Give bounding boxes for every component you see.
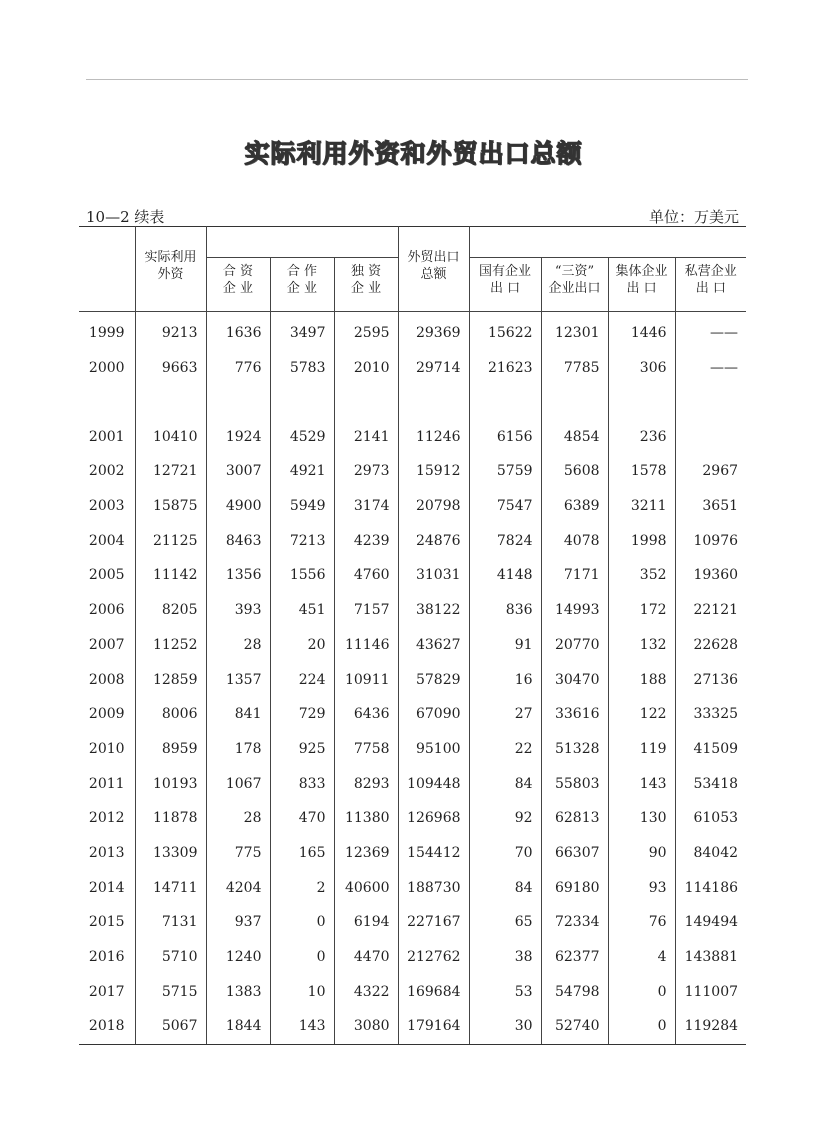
value-cell: 1924 [206,419,270,454]
table-row [79,974,746,1009]
table-row [79,419,746,454]
value-cell: 937 [206,905,270,940]
value-cell: 57829 [398,662,469,697]
value-cell: 62813 [541,801,608,836]
year-cell: 2012 [79,801,135,836]
value-cell: 4078 [541,523,608,558]
value-cell: 1844 [206,1009,270,1044]
value-cell: 10193 [135,766,206,801]
value-cell: 33325 [693,706,739,723]
value-cell: 7171 [541,558,608,593]
value-cell: 5949 [270,489,334,524]
value-cell: 66307 [541,836,608,871]
value-cell: 149494 [684,914,739,931]
value-cell: 2595 [334,312,398,351]
value-cell: 7547 [469,489,541,524]
spacer-row [79,385,746,419]
value-cell: 14993 [541,593,608,628]
table-row [79,523,746,558]
value-cell: 6194 [334,905,398,940]
table-row [79,732,746,767]
value-cell: 775 [206,836,270,871]
value-cell: 0 [608,1009,675,1044]
value-cell: 38122 [398,593,469,628]
value-cell: 4921 [270,454,334,489]
value-cell: 76 [608,905,675,940]
value-cell: 0 [270,905,334,940]
table-body [79,312,746,1045]
value-cell: 729 [270,697,334,732]
value-cell: 53418 [693,775,739,792]
value-cell: 21623 [469,351,541,386]
value-cell: 470 [270,801,334,836]
value-cell: 19360 [693,567,739,584]
value-cell: 8293 [334,766,398,801]
year-cell: 2008 [79,662,135,697]
value-cell: 22 [469,732,541,767]
value-cell: 15875 [135,489,206,524]
value-cell: 4148 [469,558,541,593]
value-cell: 8006 [135,697,206,732]
value-cell: 62377 [541,940,608,975]
value-cell: 4470 [334,940,398,975]
value-cell: 2010 [334,351,398,386]
value-cell: 179164 [398,1009,469,1044]
value-cell: 12859 [135,662,206,697]
value-cell: 30 [469,1009,541,1044]
value-cell: 393 [206,593,270,628]
value-cell: 93 [608,870,675,905]
value-cell: 1446 [608,312,675,351]
value-cell: 3007 [206,454,270,489]
value-cell: 22628 [693,636,739,653]
value-cell: 1578 [608,454,675,489]
value-cell: 11142 [135,558,206,593]
value-cell: 119 [608,732,675,767]
year-cell: 2005 [79,558,135,593]
value-cell: 51328 [541,732,608,767]
value-cell: 1240 [206,940,270,975]
value-cell: 21125 [135,523,206,558]
value-cell: 1998 [608,523,675,558]
year-cell: 2004 [79,523,135,558]
value-cell: 95100 [398,732,469,767]
value-cell: 5710 [135,940,206,975]
value-cell: 2973 [334,454,398,489]
value-cell: 10410 [135,419,206,454]
value-cell: 236 [608,419,675,454]
value-cell: 11252 [135,628,206,663]
year-cell: 2009 [79,697,135,732]
table-row [79,558,746,593]
value-cell: 20770 [541,628,608,663]
year-cell: 2015 [79,905,135,940]
value-cell: 841 [206,697,270,732]
table-row [79,766,746,801]
value-cell: 109448 [398,766,469,801]
value-cell: 4204 [206,870,270,905]
value-cell: 28 [206,628,270,663]
value-cell: 28 [206,801,270,836]
value-cell: 4322 [334,974,398,1009]
value-cell: 3174 [334,489,398,524]
value-cell: 20798 [398,489,469,524]
wfoe-header: 独 资 企 业 [334,258,398,312]
value-cell: 6389 [541,489,608,524]
value-cell: 53 [469,974,541,1009]
value-cell: 352 [608,558,675,593]
year-cell: 2016 [79,940,135,975]
table-row [79,940,746,975]
value-cell: 4529 [270,419,334,454]
value-cell: 122 [608,697,675,732]
value-cell: 143 [270,1009,334,1044]
value-cell: 11246 [398,419,469,454]
year-cell: 2003 [79,489,135,524]
value-cell: 11380 [334,801,398,836]
value-cell: 7785 [541,351,608,386]
year-cell: 1999 [79,312,135,351]
value-cell: 3497 [270,312,334,351]
value-cell: 92 [469,801,541,836]
data-table [79,226,746,1045]
value-cell: 6156 [469,419,541,454]
value-cell: 451 [270,593,334,628]
value-cell: 15622 [469,312,541,351]
value-cell: 5783 [270,351,334,386]
value-cell: —— [710,325,739,342]
value-cell: 2141 [334,419,398,454]
value-cell: 29369 [398,312,469,351]
value-cell: 67090 [398,697,469,732]
value-cell: 0 [270,940,334,975]
value-cell: 143881 [684,949,739,966]
value-cell: 1357 [206,662,270,697]
value-cell: 9663 [135,351,206,386]
value-cell: 61053 [693,810,739,827]
value-cell: 13309 [135,836,206,871]
year-cell: 2014 [79,870,135,905]
value-cell: 12301 [541,312,608,351]
value-cell: 3211 [608,489,675,524]
table-id: 10—2 续表 [86,208,165,226]
fdi-header: 实际利用外资 [135,227,206,312]
value-cell: 90 [608,836,675,871]
value-cell: 10 [270,974,334,1009]
soe-export-header: 国有企业 出 口 [469,258,541,312]
value-cell: 4760 [334,558,398,593]
table-row [79,801,746,836]
export-total-header: 外贸出口总额 [398,227,469,312]
value-cell: 72334 [541,905,608,940]
top-rule [86,79,748,80]
value-cell: 833 [270,766,334,801]
value-cell: 188 [608,662,675,697]
value-cell: 12369 [334,836,398,871]
value-cell: 1383 [206,974,270,1009]
value-cell: 7157 [334,593,398,628]
fdi-subgroup-spacer [206,227,398,258]
table-row [79,836,746,871]
export-subgroup-spacer [469,227,746,258]
value-cell: 6436 [334,697,398,732]
value-cell [675,419,746,454]
value-cell: 154412 [398,836,469,871]
page-title: 实际利用外资和外贸出口总额 [244,139,583,168]
value-cell: 84 [469,766,541,801]
value-cell: 84 [469,870,541,905]
value-cell: 30470 [541,662,608,697]
collective-export-header: 集体企业 出 口 [608,258,675,312]
value-cell: 40600 [334,870,398,905]
value-cell: 14711 [135,870,206,905]
year-cell: 2006 [79,593,135,628]
year-cell: 2018 [79,1009,135,1044]
value-cell: 2967 [702,463,739,480]
value-cell: 8463 [206,523,270,558]
year-cell: 2002 [79,454,135,489]
value-cell: 27136 [693,671,739,688]
value-cell: 91 [469,628,541,663]
value-cell: 7131 [135,905,206,940]
value-cell: 12721 [135,454,206,489]
value-cell: 8205 [135,593,206,628]
value-cell: 69180 [541,870,608,905]
value-cell: 119284 [675,1009,746,1044]
value-cell: 55803 [541,766,608,801]
value-cell: 188730 [398,870,469,905]
table-row [79,454,746,489]
value-cell: 5067 [135,1009,206,1044]
value-cell: 5715 [135,974,206,1009]
table-row [79,593,746,628]
value-cell: 52740 [541,1009,608,1044]
value-cell: 24876 [398,523,469,558]
value-cell: 4854 [541,419,608,454]
value-cell: 5759 [469,454,541,489]
value-cell: 7213 [270,523,334,558]
value-cell: 776 [206,351,270,386]
value-cell: 130 [608,801,675,836]
value-cell: 227167 [398,905,469,940]
value-cell: 143 [608,766,675,801]
value-cell: 4 [608,940,675,975]
value-cell: 132 [608,628,675,663]
value-cell: 2 [270,870,334,905]
value-cell: 1356 [206,558,270,593]
value-cell: 10911 [334,662,398,697]
value-cell: 126968 [398,801,469,836]
value-cell: 306 [608,351,675,386]
value-cell: 27 [469,697,541,732]
value-cell: 43627 [398,628,469,663]
value-cell: 7758 [334,732,398,767]
value-cell: 4239 [334,523,398,558]
value-cell: 172 [608,593,675,628]
value-cell: 41509 [693,740,739,757]
value-cell: 224 [270,662,334,697]
table-row [79,628,746,663]
year-cell: 2010 [79,732,135,767]
value-cell: 11146 [334,628,398,663]
value-cell: 70 [469,836,541,871]
value-cell: 3651 [702,498,739,515]
year-cell: 2007 [79,628,135,663]
table-row [79,905,746,940]
value-cell: 16 [469,662,541,697]
value-cell: 7824 [469,523,541,558]
value-cell: 54798 [541,974,608,1009]
year-cell: 2017 [79,974,135,1009]
private-export-header: 私营企业 出 口 [675,258,746,312]
value-cell: 29714 [398,351,469,386]
value-cell: 20 [270,628,334,663]
coop-header: 合 作 企 业 [270,258,334,312]
year-cell: 2000 [79,351,135,386]
value-cell: 212762 [398,940,469,975]
year-cell: 2001 [79,419,135,454]
table-row [79,351,746,386]
value-cell: 178 [206,732,270,767]
jv-header: 合 资 企 业 [206,258,270,312]
value-cell: 925 [270,732,334,767]
table-row [79,697,746,732]
value-cell: 836 [469,593,541,628]
sanzi-export-header: “三资” 企业出口 [541,258,608,312]
value-cell: 165 [270,836,334,871]
value-cell: —— [710,360,739,377]
table-row [79,489,746,524]
value-cell: 5608 [541,454,608,489]
value-cell: 31031 [398,558,469,593]
value-cell: 33616 [541,697,608,732]
value-cell: 1556 [270,558,334,593]
value-cell: 4900 [206,489,270,524]
value-cell: 8959 [135,732,206,767]
value-cell: 1067 [206,766,270,801]
value-cell: 22121 [693,602,739,619]
year-header [79,227,135,312]
value-cell: 169684 [398,974,469,1009]
value-cell: 1636 [206,312,270,351]
value-cell: 11878 [135,801,206,836]
value-cell: 65 [469,905,541,940]
unit-label: 单位：万美元 [648,208,739,226]
value-cell: 10976 [693,532,739,549]
value-cell: 3080 [334,1009,398,1044]
value-cell: 114186 [684,879,739,896]
year-cell: 2011 [79,766,135,801]
value-cell: 111007 [684,983,739,1000]
value-cell: 9213 [135,312,206,351]
value-cell: 15912 [398,454,469,489]
table-row [79,870,746,905]
value-cell: 0 [608,974,675,1009]
table-row [79,1009,746,1044]
value-cell: 84042 [693,844,739,861]
value-cell: 38 [469,940,541,975]
table-row [79,662,746,697]
year-cell: 2013 [79,836,135,871]
table-row [79,312,746,351]
